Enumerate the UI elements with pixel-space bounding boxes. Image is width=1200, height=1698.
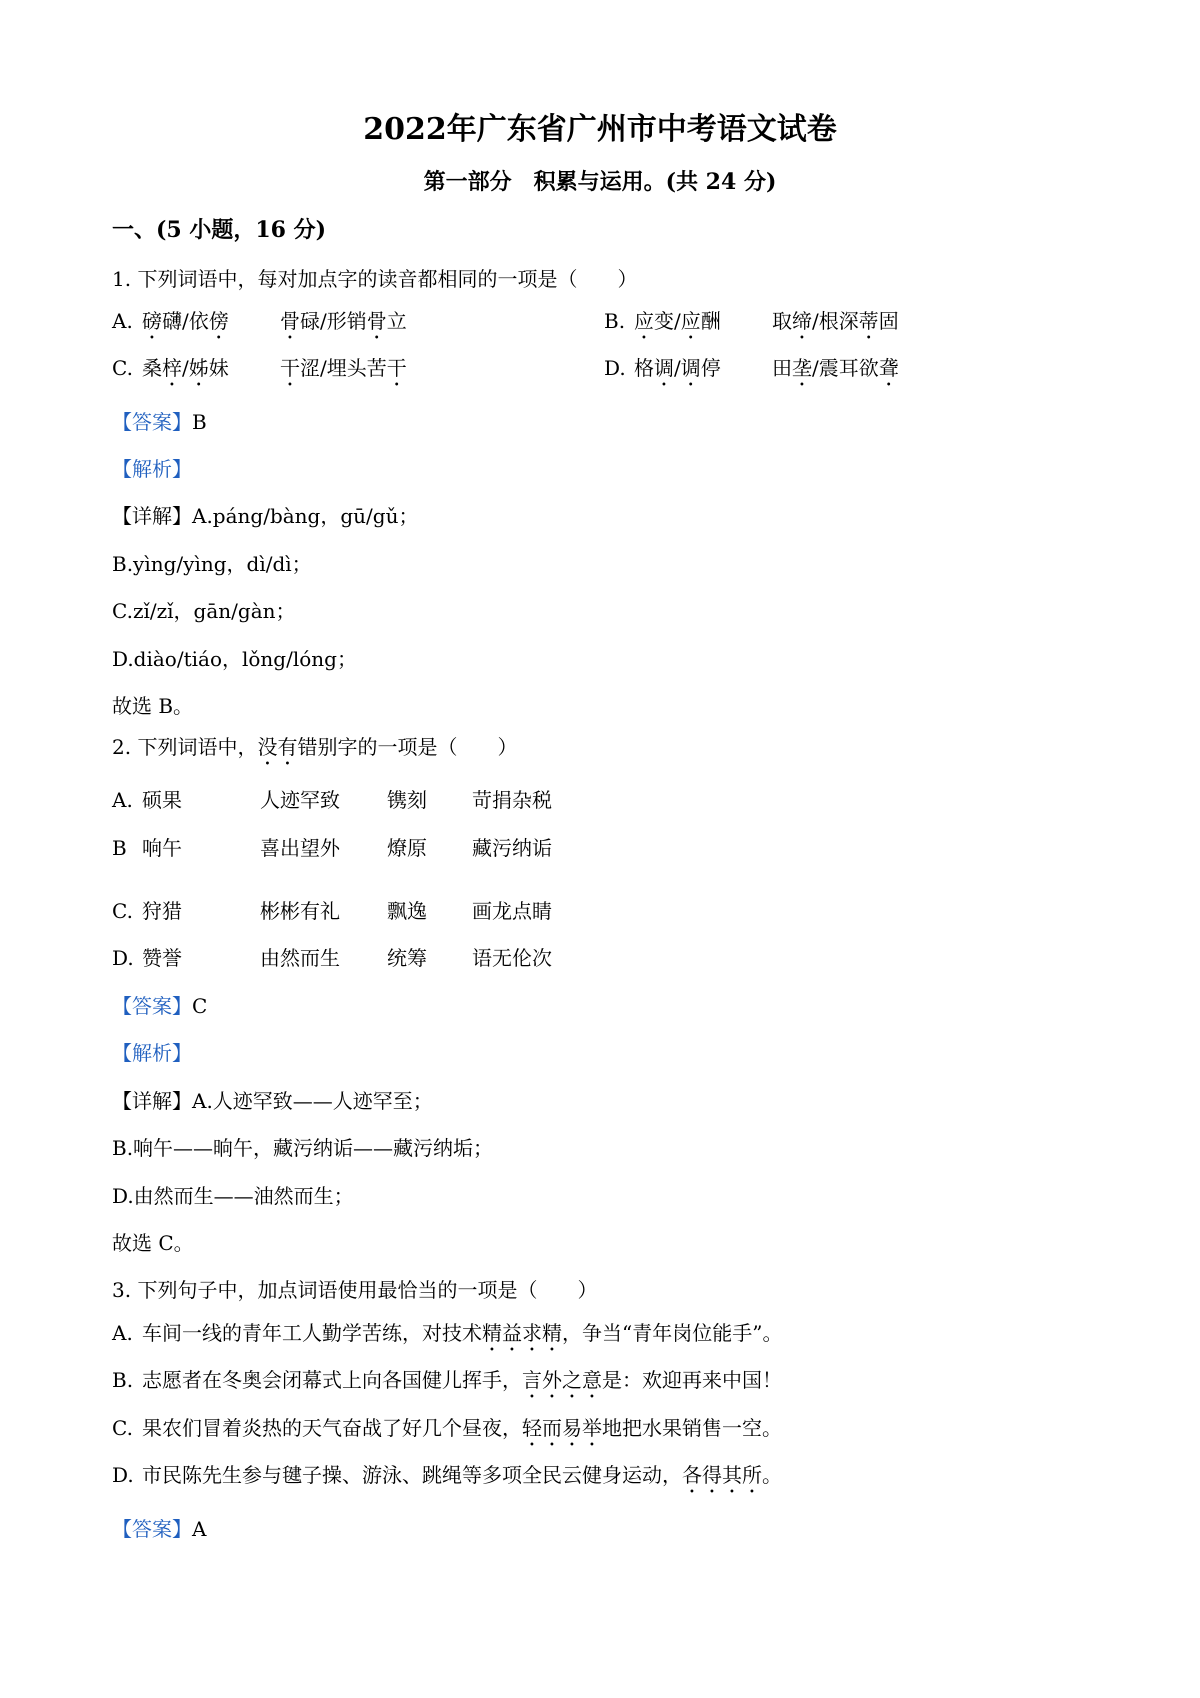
- phrase-segment: 调: [680, 356, 701, 380]
- answer-tag: 【答案】: [112, 1517, 192, 1541]
- phrase-segment: 礴/依: [162, 309, 209, 333]
- option-word: 赞誉: [142, 946, 182, 970]
- q1-detail-line: B.yìng/yìng，dì/dì；: [112, 552, 312, 576]
- phrase-segment: 垄: [792, 356, 812, 380]
- section-heading: 一、(5 小题，16 分): [112, 217, 327, 243]
- phrase-segment: 骨: [280, 309, 300, 333]
- option-emphasis: 精益求精: [482, 1321, 562, 1345]
- q3-option: [112, 1364, 782, 1403]
- option-word: 燎原: [387, 836, 427, 860]
- answer-value: B: [192, 410, 207, 434]
- option-text: 是：欢迎再来中国！: [602, 1368, 782, 1392]
- option-letter: D.: [112, 1463, 134, 1487]
- answer-tag: 【答案】: [112, 994, 192, 1018]
- option-word: 狩猎: [142, 899, 182, 923]
- option-phrase-2: [280, 309, 407, 333]
- q3-answer: [112, 1513, 206, 1542]
- phrase-segment: 蒂: [858, 309, 879, 333]
- option-text: 果农们冒着炎热的天气奋战了好几个昼夜，: [142, 1416, 522, 1440]
- phrase-segment: 骨: [366, 309, 387, 333]
- phrase-segment: 调: [654, 356, 674, 380]
- phrase-segment: 妹: [208, 356, 229, 380]
- option-letter: D.: [604, 356, 626, 380]
- detail-text: A.人迹罕致——人迹罕至；: [192, 1089, 433, 1113]
- option-word: 统筹: [387, 946, 427, 970]
- q2-stem: [112, 731, 517, 770]
- option-letter: B.: [604, 309, 626, 333]
- q1-detail-line: D.diào/tiáo，lǒng/lóng；: [112, 647, 357, 671]
- option-word: 响午: [142, 836, 182, 860]
- phrase-segment: 磅: [142, 309, 162, 333]
- q1-option-b: [604, 305, 899, 344]
- phrase-segment: 停: [700, 356, 721, 380]
- q1-conclusion: 故选 B。: [112, 694, 194, 718]
- phrase-segment: 干: [386, 356, 407, 380]
- option-text: 市民陈先生参与毽子操、游泳、跳绳等多项全民云健身运动，: [142, 1463, 682, 1487]
- phrase-segment: 干: [280, 356, 300, 380]
- option-letter: A.: [112, 309, 133, 333]
- phrase-segment: 姊: [188, 356, 209, 380]
- q1-detail-first: [112, 500, 418, 529]
- part-heading: 第一部分 积累与运用。(共 24 分): [423, 169, 777, 195]
- option-phrase-1: [634, 305, 772, 344]
- q1-analysis-tag: 【解析】: [112, 457, 192, 481]
- phrase-segment: 聋: [878, 356, 899, 380]
- option-text: 车间一线的青年工人勤学苦练，对技术: [142, 1321, 482, 1345]
- option-phrase-2: [772, 356, 899, 380]
- phrase-segment: 格: [634, 356, 654, 380]
- detail-text: A.páng/bàng，gū/gǔ；: [192, 504, 419, 528]
- phrase-segment: 立: [386, 309, 407, 333]
- option-word: 彬彬有礼: [260, 899, 340, 923]
- option-letter: C.: [112, 356, 133, 380]
- answer-tag: 【答案】: [112, 410, 192, 434]
- option-letter: B.: [112, 1368, 134, 1392]
- option-emphasis: 各得其所: [682, 1463, 762, 1487]
- option-phrase-1: [142, 352, 280, 391]
- q2-stem-post: 错别字的一项是（ ）: [297, 735, 518, 759]
- phrase-segment: 碌/形销: [300, 309, 367, 333]
- option-letter: B: [112, 836, 127, 860]
- option-emphasis: 言外之意: [522, 1368, 602, 1392]
- q2-conclusion: 故选 C。: [112, 1231, 194, 1255]
- answer-value: A: [192, 1517, 207, 1541]
- phrase-segment: 固: [878, 309, 899, 333]
- phrase-segment: 傍: [208, 309, 229, 333]
- q2-answer: [112, 990, 207, 1019]
- q1-answer: [112, 406, 207, 435]
- phrase-segment: 梓: [162, 356, 182, 380]
- q2-row: [112, 895, 552, 924]
- option-word: 由然而生: [260, 946, 340, 970]
- option-phrase-1: [634, 352, 772, 391]
- q2-detail-line: D.由然而生——油然而生；: [112, 1184, 354, 1208]
- option-word: 飘逸: [387, 899, 427, 923]
- phrase-segment: 桑: [142, 356, 162, 380]
- q2-analysis-tag: 【解析】: [112, 1041, 192, 1065]
- q2-row: [112, 832, 552, 861]
- option-word: 苛捐杂税: [472, 788, 552, 812]
- phrase-segment: 应: [634, 309, 654, 333]
- option-word: 喜出望外: [260, 836, 340, 860]
- phrase-segment: 应: [680, 309, 701, 333]
- phrase-segment: 取: [772, 309, 792, 333]
- page-title: 2022年广东省广州市中考语文试卷: [363, 112, 837, 147]
- q3-option: [112, 1459, 782, 1498]
- q2-detail-first: [112, 1085, 433, 1114]
- option-word: 语无伦次: [472, 946, 552, 970]
- q1-detail-line: C.zǐ/zǐ，gān/gàn；: [112, 599, 296, 623]
- q3-stem: 3. 下列句子中，加点词语使用最恰当的一项是（ ）: [112, 1278, 598, 1302]
- option-phrase-1: [142, 305, 280, 344]
- phrase-segment: 变/: [654, 309, 681, 333]
- option-phrase-2: [280, 356, 407, 380]
- option-text: ，争当“青年岗位能手”。: [562, 1321, 783, 1345]
- option-text: 。: [762, 1463, 782, 1487]
- phrase-segment: /震耳欲: [812, 356, 879, 380]
- option-text: 志愿者在冬奥会闭幕式上向各国健儿挥手，: [142, 1368, 522, 1392]
- q1-stem: 1. 下列词语中，每对加点字的读音都相同的一项是（ ）: [112, 267, 638, 291]
- q1-option-d: [604, 352, 899, 391]
- option-phrase-2: [772, 309, 899, 333]
- q2-stem-emphasis: 没有: [257, 735, 298, 759]
- q2-stem-pre: 2. 下列词语中，: [112, 735, 258, 759]
- phrase-segment: /: [182, 356, 189, 380]
- option-letter: A.: [112, 1321, 133, 1345]
- option-text: 地把水果销售一空。: [602, 1416, 782, 1440]
- q2-detail-line: B.响午——晌午，藏污纳诟——藏污纳垢；: [112, 1136, 494, 1160]
- phrase-segment: 涩/埋头苦: [300, 356, 387, 380]
- phrase-segment: 酬: [700, 309, 721, 333]
- option-letter: C.: [112, 1416, 133, 1440]
- q1-option-c: [112, 352, 407, 391]
- option-word: 硕果: [142, 788, 182, 812]
- q3-option: [112, 1317, 782, 1356]
- option-emphasis: 轻而易举: [522, 1416, 602, 1440]
- phrase-segment: /: [674, 356, 681, 380]
- detail-tag: 【详解】: [112, 1089, 192, 1113]
- option-word: 镌刻: [387, 788, 427, 812]
- option-word: 藏污纳诟: [472, 836, 552, 860]
- detail-tag: 【详解】: [112, 504, 192, 528]
- option-letter: C.: [112, 899, 133, 923]
- phrase-segment: 缔: [792, 309, 812, 333]
- option-word: 人迹罕致: [260, 788, 340, 812]
- q3-option: [112, 1412, 782, 1451]
- option-word: 画龙点睛: [472, 899, 552, 923]
- q2-row: [112, 784, 552, 813]
- phrase-segment: /根深: [812, 309, 859, 333]
- option-letter: D.: [112, 946, 134, 970]
- option-letter: A.: [112, 788, 133, 812]
- phrase-segment: 田: [772, 356, 792, 380]
- answer-value: C: [192, 994, 208, 1018]
- q2-row: [112, 942, 552, 971]
- q1-option-a: [112, 305, 407, 344]
